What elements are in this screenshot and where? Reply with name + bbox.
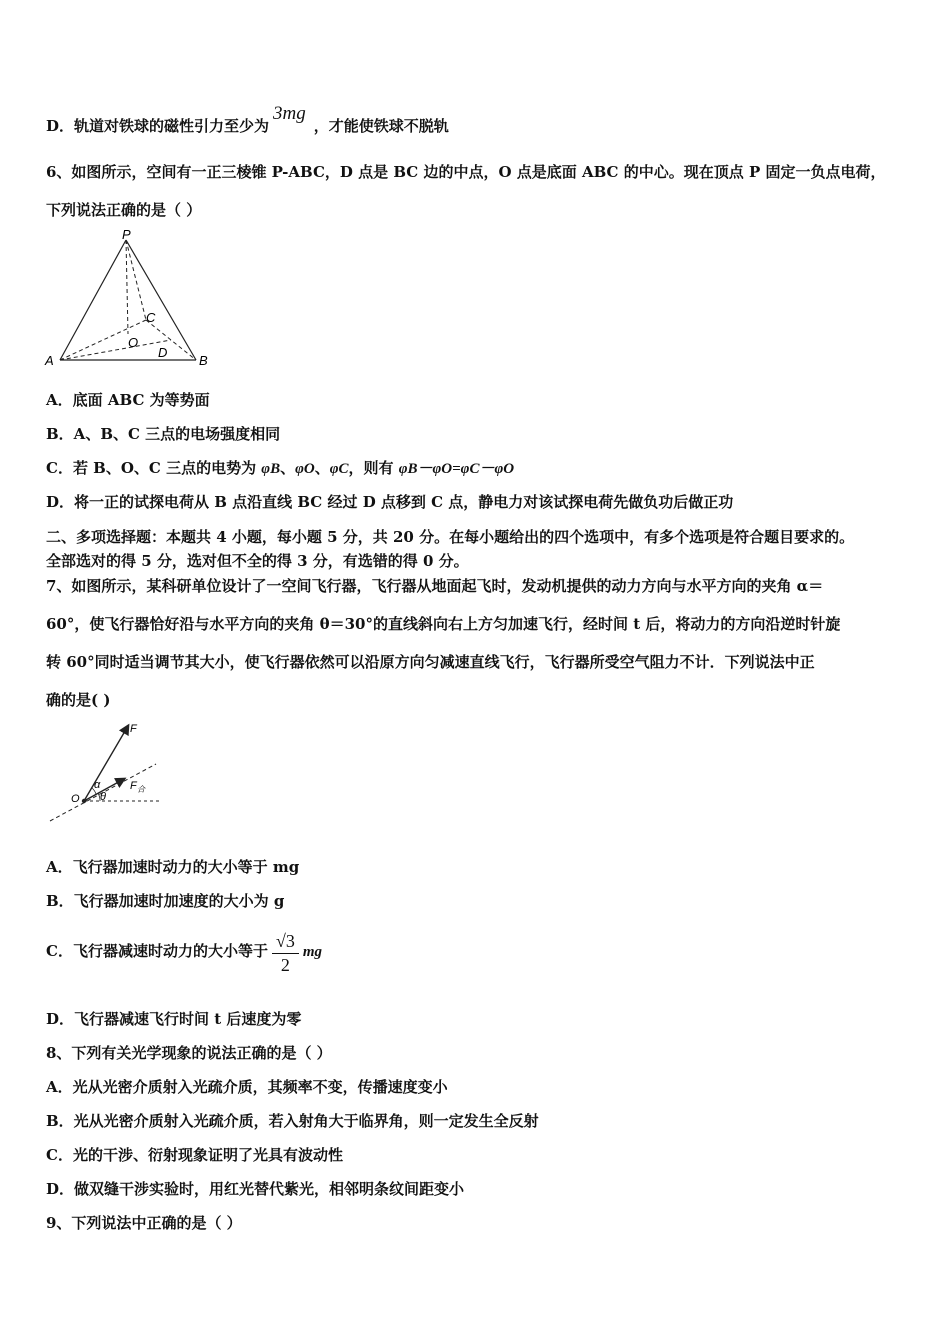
section2-line2: 全部选对的得 5 分，选对但不全的得 3 分，有选错的得 0 分。 <box>46 552 469 570</box>
q7-force-figure <box>44 716 174 828</box>
q6-option-c: C．若 B、O、C 三点的电势为 φB、φO、φC，则有 φB－φO=φC－φO <box>46 459 515 477</box>
q6-option-b: B．A、B、C 三点的电场强度相同 <box>46 425 281 443</box>
q6-pyramid-figure <box>40 226 220 376</box>
q6-phi-c: φC <box>329 461 349 477</box>
force-f-arrow <box>84 726 128 801</box>
section2-line1: 二、多项选择题：本题共 4 小题，每小题 5 分，共 20 分。在每小题给出的四个选项中，有多个选项是符合题目要求的。 <box>46 528 855 546</box>
fraction-numerator: √3 <box>272 929 299 954</box>
label-fhe: F <box>130 780 137 792</box>
label-fhe-sub: 合 <box>137 785 145 794</box>
q7-option-d: D．飞行器减速飞行时间 t 后速度为零 <box>46 1010 302 1028</box>
q6-stem-line1: 6、如图所示，空间有一正三棱锥 P-ABC，D 点是 BC 边的中点，O 点是底面 ABC 的中心。现在顶点 P 固定一负点电荷， <box>46 163 886 181</box>
q7-option-c-fraction <box>272 929 299 976</box>
q7-stem-line4: 确的是( ) <box>46 691 111 709</box>
q5-option-d <box>46 103 449 136</box>
q8-option-c: C．光的干涉、衍射现象证明了光具有波动性 <box>46 1146 343 1164</box>
line-ad <box>60 340 171 360</box>
q7-stem-line1: 7、如图所示，某科研单位设计了一空间飞行器，飞行器从地面起飞时，发动机提供的动力方向与水平方向的夹角 α＝ <box>46 577 824 595</box>
q8-stem: 8、下列有关光学现象的说法正确的是（ ） <box>46 1044 332 1062</box>
fraction-denominator: 2 <box>280 954 290 975</box>
q8-option-a: A．光从光密介质射入光疏介质，其频率不变，传播速度变小 <box>46 1078 448 1096</box>
edge-pa <box>60 240 126 360</box>
q6-stem-line2: 下列说法正确的是（ ） <box>46 201 202 219</box>
label-f: F <box>130 723 137 735</box>
q6-option-c-relation: φB－φO=φC－φO <box>398 461 515 477</box>
q5-option-d-prefix: D．轨道对铁球的磁性引力至少为 <box>46 117 270 135</box>
q7-option-a: A．飞行器加速时动力的大小等于 mg <box>46 858 300 876</box>
q7-stem-line2: 60°，使飞行器恰好沿与水平方向的夹角 θ＝30°的直线斜向右上方匀加速飞行，经时间 t 后，将动力的方向沿逆时针旋 <box>46 615 841 633</box>
q9-stem: 9、下列说法中正确的是（ ） <box>46 1214 242 1232</box>
q5-option-d-expression: 3mg <box>273 103 306 124</box>
label-p: P <box>122 227 131 242</box>
q6-phi-o: φO <box>295 461 315 477</box>
q7-option-c-prefix: C．飞行器减速时动力的大小等于 <box>46 942 268 960</box>
line-po <box>126 240 128 334</box>
q6-option-c-mid: ，则有 <box>348 459 399 477</box>
q6-option-d: D．将一正的试探电荷从 B 点沿直线 BC 经过 D 点移到 C 点，静电力对该试探电荷先做负功后做正功 <box>46 493 734 511</box>
q8-option-b: B．光从光密介质射入光疏介质，若入射角大于临界角，则一定发生全反射 <box>46 1112 539 1130</box>
q6-option-a: A．底面 ABC 为等势面 <box>46 391 210 409</box>
q5-option-d-suffix: ，才能使铁球不脱轨 <box>313 117 449 135</box>
q6-phi-b: φB <box>261 461 281 477</box>
origin-dot <box>82 799 86 803</box>
q7-option-c <box>46 926 322 977</box>
label-theta: θ <box>100 791 106 803</box>
label-o: O <box>128 335 139 350</box>
label-alpha: α <box>94 779 101 791</box>
label-d: D <box>158 345 168 360</box>
edge-pc <box>126 240 146 320</box>
q7-stem-line3: 转 60°同时适当调节其大小，使飞行器依然可以沿原方向匀减速直线飞行，飞行器所受空气阻力不计．下列说法中正 <box>46 653 815 671</box>
q8-option-d: D．做双缝干涉实验时，用红光替代紫光，相邻明条纹间距变小 <box>46 1180 465 1198</box>
label-c: C <box>146 310 156 325</box>
q7-option-c-unit: mg <box>302 944 323 960</box>
q6-option-c-prefix: C．若 B、O、C 三点的电势为 <box>46 459 262 477</box>
q7-option-b: B．飞行器加速时加速度的大小为 g <box>46 892 285 910</box>
label-o: O <box>71 793 80 805</box>
label-a: A <box>45 353 54 368</box>
label-b: B <box>199 353 208 368</box>
